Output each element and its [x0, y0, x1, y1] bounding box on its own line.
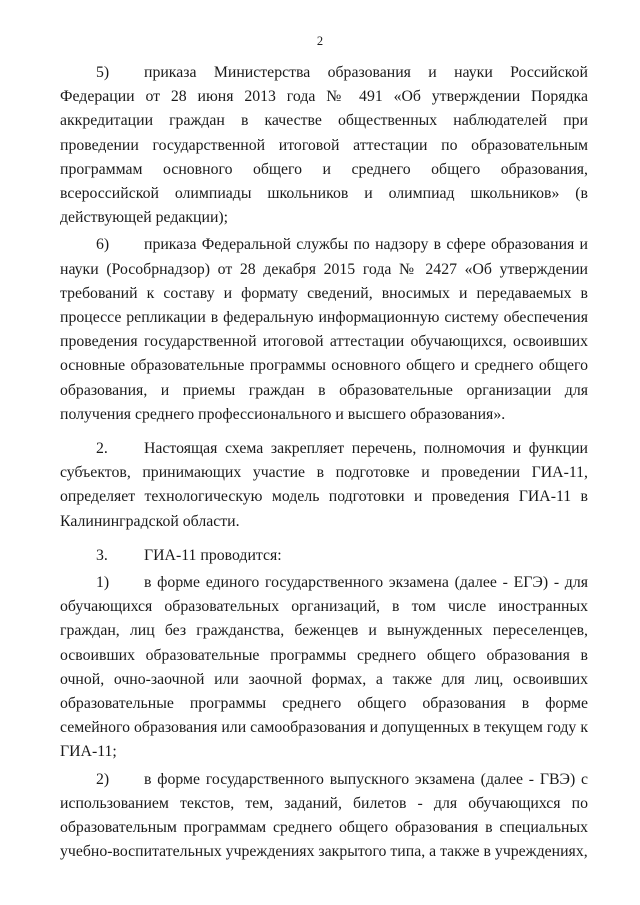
section-text: ГИА-11 проводится:	[144, 546, 282, 564]
item-number: 2)	[96, 770, 110, 788]
section-3	[60, 544, 588, 568]
item-number: 6)	[96, 236, 110, 254]
subitem-2	[60, 768, 588, 865]
list-item-6	[60, 233, 588, 427]
item-number: 5)	[96, 64, 110, 81]
list-item-5	[60, 61, 588, 230]
item-number: 1)	[96, 574, 110, 592]
section-text: Настоящая схема закрепляет перечень, полномочия и функции субъектов, принимающих участие в подготовке и проведении ГИА-11, определяет технологическую модель подготовки и проведения ГИА-11 в Калининградской области.	[60, 440, 588, 530]
item-text: в форме единого государственного экзамена (далее - ЕГЭ) - для обучающихся образовательных организаций, в том числе иностранных граждан, лиц без гражданства, беженцев и вынужденных переселенцев, освоивших образовательные программы среднего общего образования в очной, очно-заочной или заочной формах, а также для лиц, освоивших образовательные программы среднего общего образования в форме семейного образования или самообразования и допущенных в текущем году к ГИА-11;	[60, 574, 588, 761]
subitem-1	[60, 571, 588, 765]
document-body	[60, 61, 588, 865]
page-number: 2	[316, 34, 324, 48]
section-2	[60, 437, 588, 534]
section-number: 3.	[96, 546, 108, 564]
item-text: в форме государственного выпускного экзамена (далее - ГВЭ) с использованием текстов, тем, заданий, билетов - для обучающихся по образовательным программам среднего общего образования в специальных учебно-воспитательных учреждениях закрытого типа, а также в учреждениях,	[60, 770, 588, 861]
item-text: приказа Министерства образования и науки Российской Федерации от 28 июня 2013 года № 491 «Об утверждении Порядка аккредитации граждан в качестве общественных наблюдателей при проведении государственной итоговой аттестации по образовательным программам основного общего и среднего общего образования, всероссийской олимпиады школьников и олимпиад школьников» (в действующей редакции);	[60, 64, 588, 227]
section-number: 2.	[96, 440, 108, 458]
item-text: приказа Федеральной службы по надзору в сфере образования и науки (Рособрнадзор) от 28 декабря 2015 года № 2427 «Об утверждении требований к составу и формату сведений, вносимых и передаваемых в процессе репликации в федеральную информационную систему обеспечения проведения государственной итоговой аттестации обучающихся, освоивших основные образовательные программы основного общего и среднего общего образования, и приемы граждан в образовательные организации для получения среднего профессионального и высшего образования».	[60, 236, 588, 423]
